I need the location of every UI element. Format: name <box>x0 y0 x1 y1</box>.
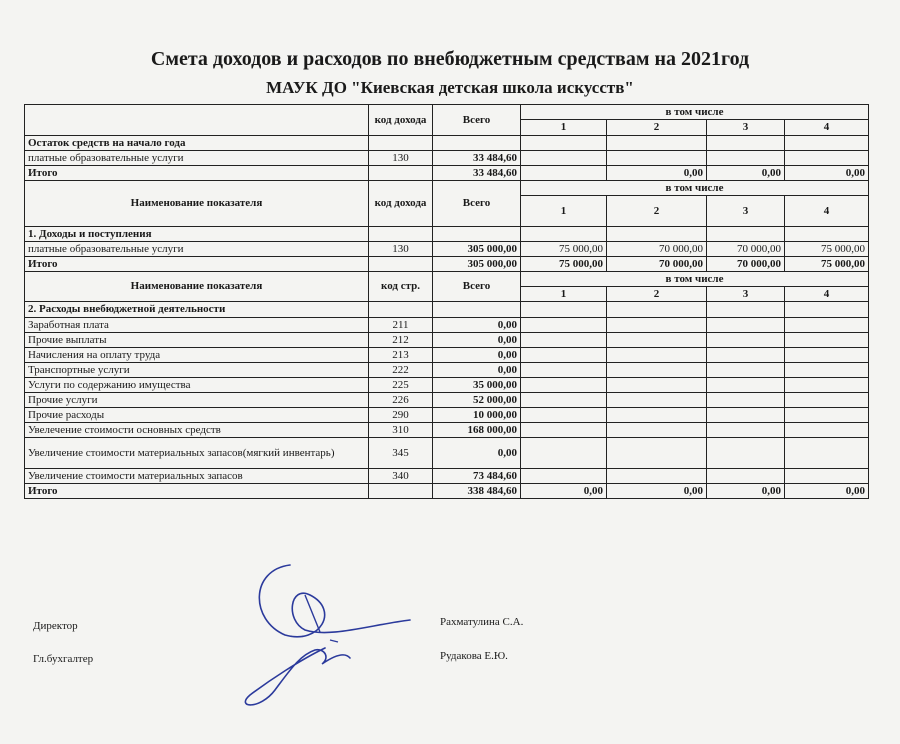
quarter-1: 1 <box>521 120 607 136</box>
row-q3 <box>707 333 785 348</box>
row-q4: 75 000,00 <box>785 242 869 257</box>
section-title: 1. Доходы и поступления <box>25 227 369 242</box>
total-q2: 0,00 <box>607 484 707 499</box>
table-row <box>25 333 869 348</box>
section3-header-row <box>25 272 869 287</box>
row-q2: 70 000,00 <box>607 242 707 257</box>
row-name: Увеличение стоимости материальных запасов <box>25 469 369 484</box>
total-q3: 70 000,00 <box>707 257 785 272</box>
handwritten-signatures <box>230 560 430 710</box>
header-including: в том числе <box>521 181 869 196</box>
quarter-2: 2 <box>607 287 707 302</box>
row-q1: 75 000,00 <box>521 242 607 257</box>
total-q1: 75 000,00 <box>521 257 607 272</box>
row-code: 290 <box>369 408 433 423</box>
header-total: Всего <box>433 181 521 227</box>
row-q3 <box>707 363 785 378</box>
total-value: 305 000,00 <box>433 257 521 272</box>
row-total: 0,00 <box>433 438 521 469</box>
quarter-3: 3 <box>707 120 785 136</box>
row-q3: 70 000,00 <box>707 242 785 257</box>
row-q1 <box>521 438 607 469</box>
row-q2 <box>607 363 707 378</box>
total-q2: 70 000,00 <box>607 257 707 272</box>
row-name: платные образовательные услуги <box>25 151 369 166</box>
row-q1 <box>521 469 607 484</box>
document-title: Смета доходов и расходов по внебюджетным средствам на 2021год <box>150 48 750 70</box>
director-name: Рахматулина С.А. <box>440 616 524 628</box>
section1-title-row <box>25 136 869 151</box>
total-q3: 0,00 <box>707 166 785 181</box>
table-row <box>25 469 869 484</box>
total-q2: 0,00 <box>607 166 707 181</box>
quarter-1: 1 <box>521 287 607 302</box>
total-q4: 0,00 <box>785 484 869 499</box>
header-name: Наименование показателя <box>25 272 369 302</box>
total-q3: 0,00 <box>707 484 785 499</box>
total-label: Итого <box>25 257 369 272</box>
row-total: 33 484,60 <box>433 151 521 166</box>
total-label: Итого <box>25 484 369 499</box>
row-total: 0,00 <box>433 333 521 348</box>
row-q4 <box>785 469 869 484</box>
row-q1 <box>521 408 607 423</box>
row-q2 <box>607 393 707 408</box>
row-name: Прочие услуги <box>25 393 369 408</box>
row-name: Увеличение стоимости материальных запасов(мягкий инвентарь) <box>25 438 369 469</box>
row-name: Заработная плата <box>25 318 369 333</box>
table-row <box>25 363 869 378</box>
table-row <box>25 423 869 438</box>
row-q2 <box>607 408 707 423</box>
table-row <box>25 378 869 393</box>
row-code: 340 <box>369 469 433 484</box>
total-q1: 0,00 <box>521 484 607 499</box>
row-total: 0,00 <box>433 348 521 363</box>
section-title: 2. Расходы внебюджетной деятельности <box>25 302 369 318</box>
row-code: 212 <box>369 333 433 348</box>
header-including: в том числе <box>521 105 869 120</box>
quarter-2: 2 <box>607 120 707 136</box>
row-code: 130 <box>369 151 433 166</box>
section2-header-row <box>25 181 869 196</box>
row-q3 <box>707 318 785 333</box>
quarter-4: 4 <box>785 287 869 302</box>
header-code: код дохода <box>369 105 433 136</box>
row-q2 <box>607 348 707 363</box>
row-q4 <box>785 333 869 348</box>
total-row <box>25 484 869 499</box>
row-q3 <box>707 378 785 393</box>
total-q4: 0,00 <box>785 166 869 181</box>
table-row <box>25 393 869 408</box>
row-q1 <box>521 378 607 393</box>
row-q4 <box>785 363 869 378</box>
header-total: Всего <box>433 272 521 302</box>
row-q2 <box>607 318 707 333</box>
accountant-name: Рудакова Е.Ю. <box>440 650 508 662</box>
row-code: 211 <box>369 318 433 333</box>
row-q2 <box>607 378 707 393</box>
row-name: Начисления на оплату труда <box>25 348 369 363</box>
row-q3 <box>707 438 785 469</box>
header-name: Наименование показателя <box>25 181 369 227</box>
row-q1 <box>521 348 607 363</box>
row-q4 <box>785 438 869 469</box>
header-code: код стр. <box>369 272 433 302</box>
header-code: код дохода <box>369 181 433 227</box>
row-name: Услуги по содержанию имущества <box>25 378 369 393</box>
row-q4 <box>785 378 869 393</box>
row-q1 <box>521 333 607 348</box>
quarter-4: 4 <box>785 196 869 227</box>
row-q1 <box>521 393 607 408</box>
header-name-cell <box>25 105 369 136</box>
row-code: 222 <box>369 363 433 378</box>
row-q4 <box>785 393 869 408</box>
table-row <box>25 408 869 423</box>
row-code: 130 <box>369 242 433 257</box>
quarter-3: 3 <box>707 196 785 227</box>
row-name: Транспортные услуги <box>25 363 369 378</box>
section1-header-row <box>25 105 869 120</box>
row-code: 213 <box>369 348 433 363</box>
row-total: 10 000,00 <box>433 408 521 423</box>
table-row <box>25 438 869 469</box>
row-q4 <box>785 348 869 363</box>
total-row <box>25 257 869 272</box>
row-total: 305 000,00 <box>433 242 521 257</box>
row-q3 <box>707 393 785 408</box>
quarter-3: 3 <box>707 287 785 302</box>
header-total: Всего <box>433 105 521 136</box>
total-q4: 75 000,00 <box>785 257 869 272</box>
row-name: Прочие расходы <box>25 408 369 423</box>
row-q2 <box>607 423 707 438</box>
quarter-4: 4 <box>785 120 869 136</box>
row-q3 <box>707 423 785 438</box>
row-code: 345 <box>369 438 433 469</box>
row-code: 225 <box>369 378 433 393</box>
accountant-label: Гл.бухгалтер <box>33 653 94 665</box>
table-row <box>25 348 869 363</box>
row-q1 <box>521 318 607 333</box>
row-name: Увелечение стоимости основных средств <box>25 423 369 438</box>
row-name: платные образовательные услуги <box>25 242 369 257</box>
total-label: Итого <box>25 166 369 181</box>
section3-title-row <box>25 302 869 318</box>
row-q4 <box>785 408 869 423</box>
row-code: 310 <box>369 423 433 438</box>
row-name: Прочие выплаты <box>25 333 369 348</box>
quarter-2: 2 <box>607 196 707 227</box>
row-total: 52 000,00 <box>433 393 521 408</box>
director-label: Директор <box>33 620 78 632</box>
table-row <box>25 318 869 333</box>
total-row <box>25 166 869 181</box>
row-q3 <box>707 348 785 363</box>
row-q4 <box>785 423 869 438</box>
section-title: Остаток средств на начало года <box>25 136 369 151</box>
section2-title-row <box>25 227 869 242</box>
row-q2 <box>607 469 707 484</box>
row-total: 0,00 <box>433 363 521 378</box>
row-q4 <box>785 318 869 333</box>
organization-name: МАУК ДО "Киевская детская школа искусств" <box>266 78 634 97</box>
row-code: 226 <box>369 393 433 408</box>
row-q3 <box>707 469 785 484</box>
row-q3 <box>707 408 785 423</box>
budget-table <box>24 104 869 499</box>
row-q1 <box>521 423 607 438</box>
header-including: в том числе <box>521 272 869 287</box>
total-value: 338 484,60 <box>433 484 521 499</box>
row-q2 <box>607 333 707 348</box>
row-total: 0,00 <box>433 318 521 333</box>
table-row <box>25 242 869 257</box>
table-row <box>25 151 869 166</box>
row-total: 168 000,00 <box>433 423 521 438</box>
total-value: 33 484,60 <box>433 166 521 181</box>
row-total: 35 000,00 <box>433 378 521 393</box>
row-q2 <box>607 438 707 469</box>
row-q1 <box>521 363 607 378</box>
row-total: 73 484,60 <box>433 469 521 484</box>
quarter-1: 1 <box>521 196 607 227</box>
